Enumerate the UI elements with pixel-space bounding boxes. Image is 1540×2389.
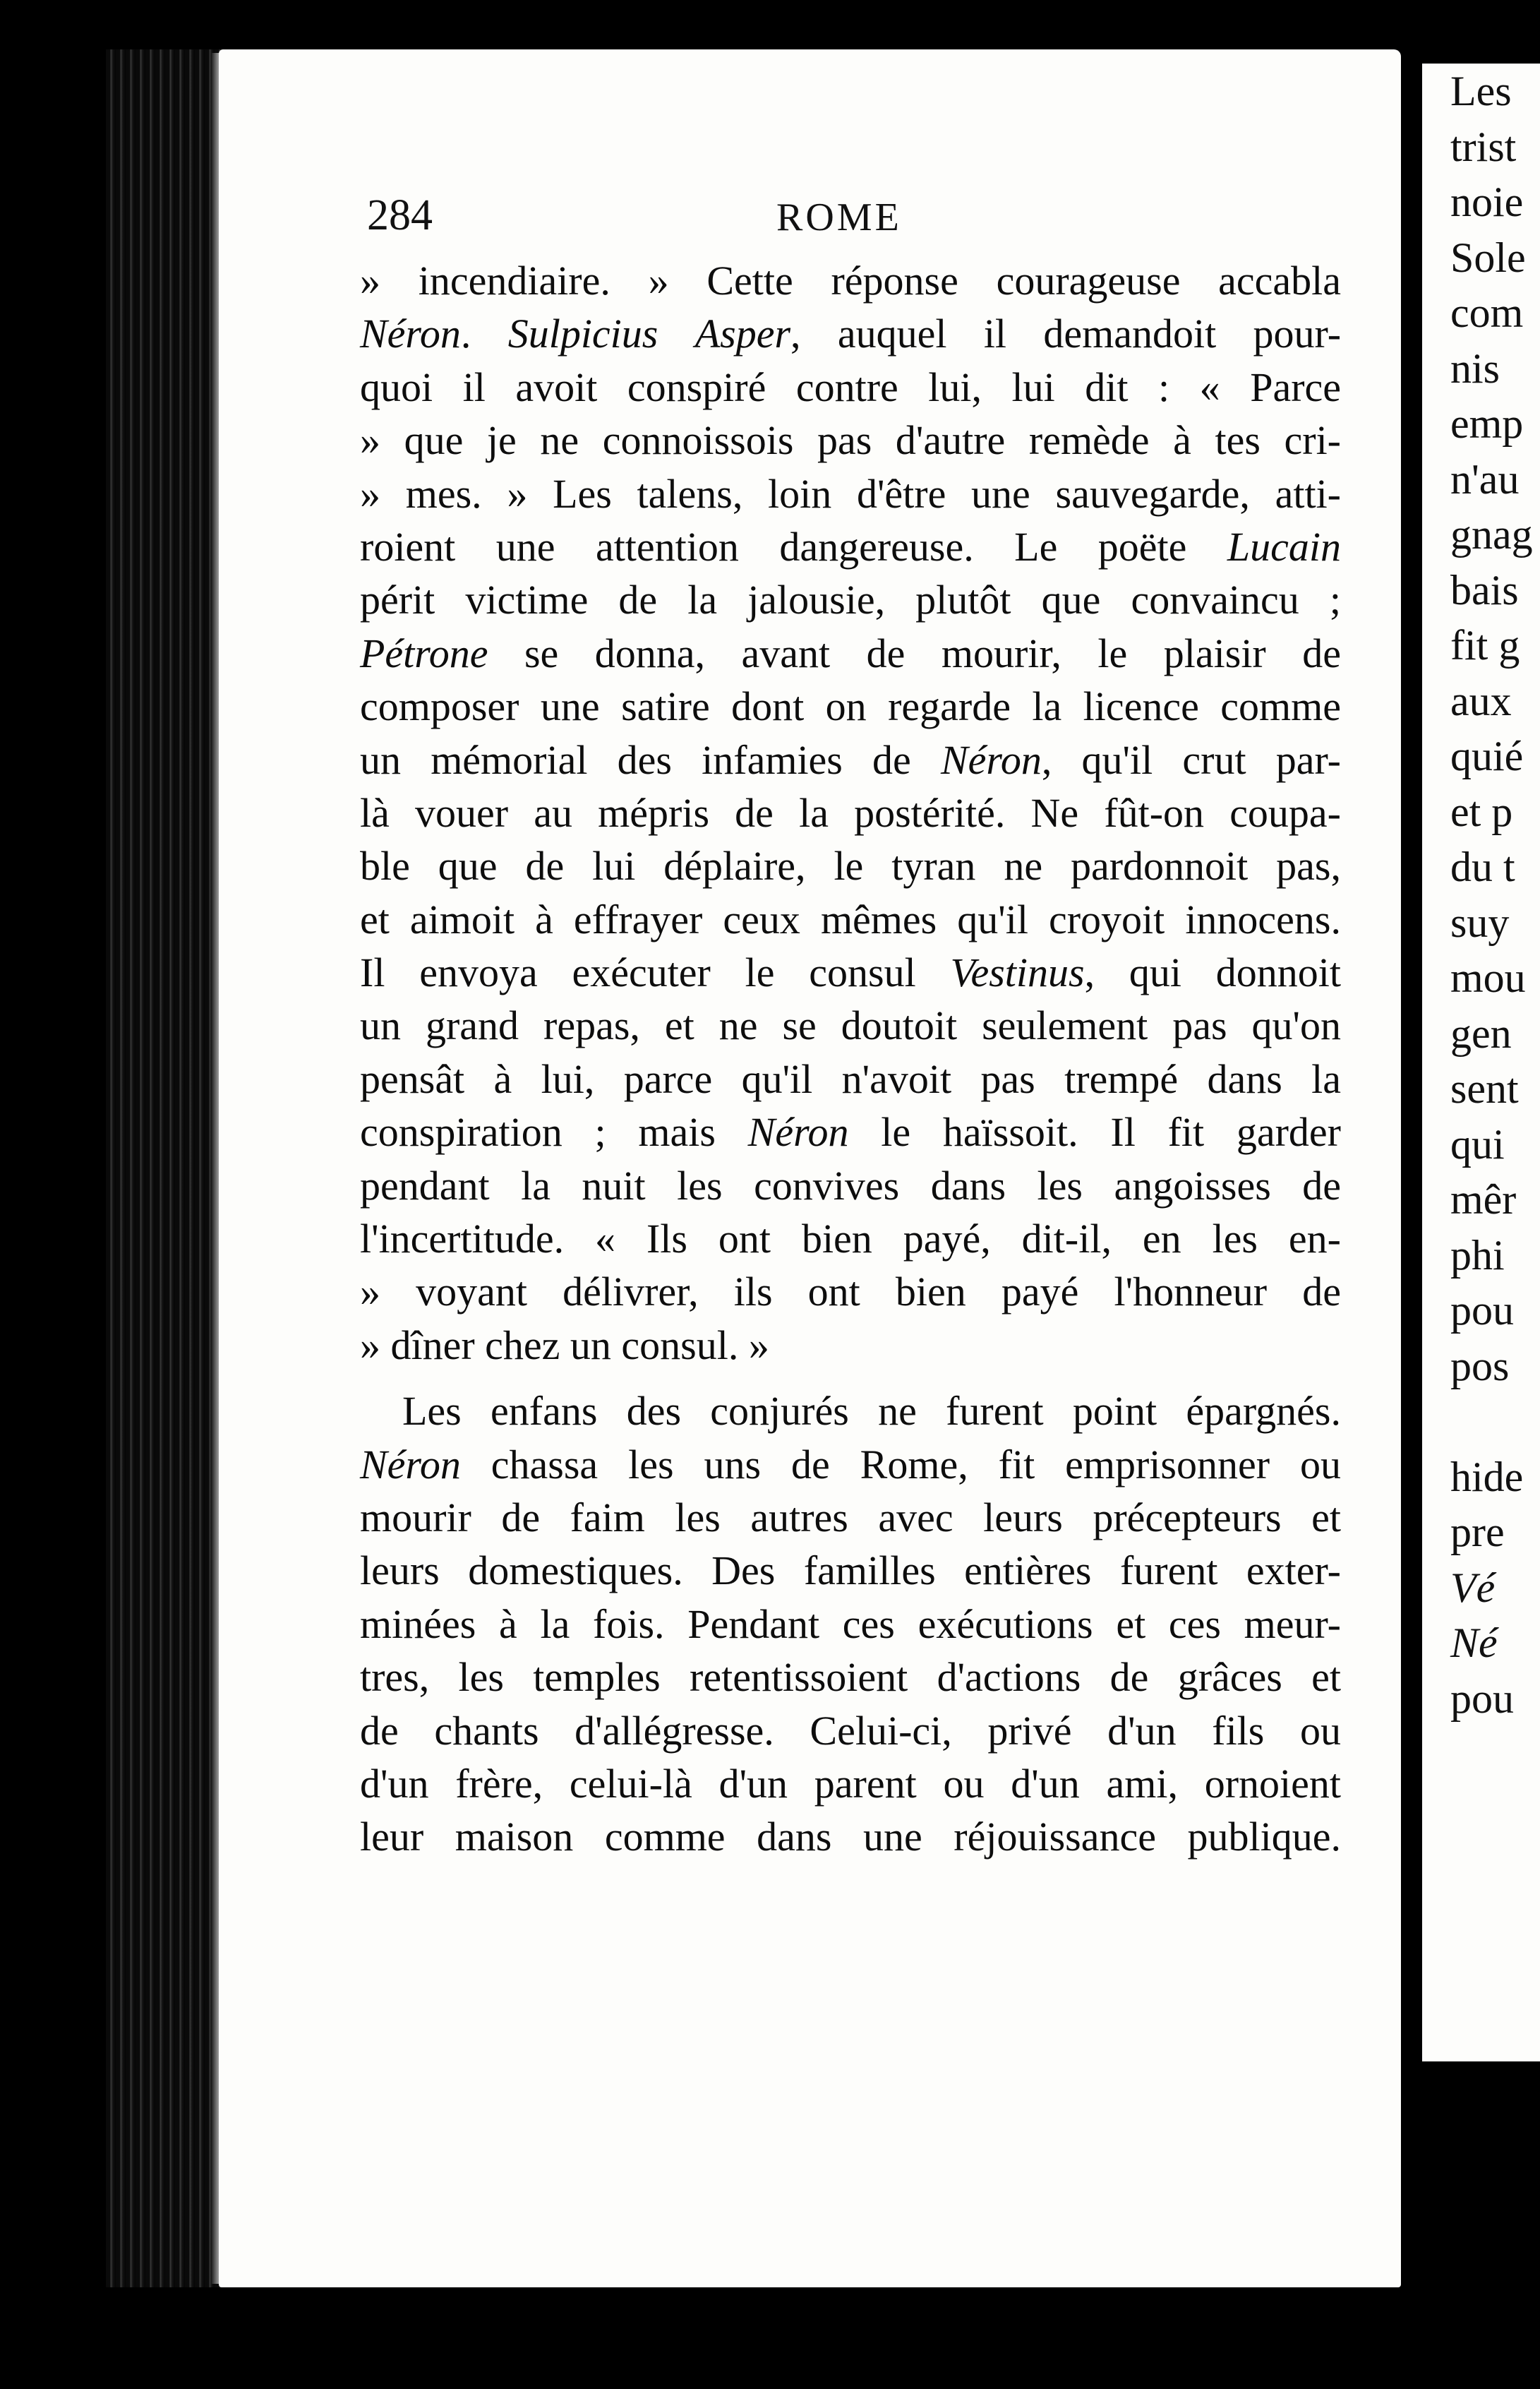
text-line: tres, les temples retentissoient d'actions de grâces et xyxy=(360,1654,1341,1701)
text-line: de chants d'allégresse. Celui-ci, privé d'un fils ou xyxy=(360,1707,1341,1754)
right-page-line-fragment: Né xyxy=(1450,1619,1498,1666)
text-line: Il envoya exécuter le consul Vestinus, qui donnoit xyxy=(360,950,1342,996)
right-page-line-fragment: fit g xyxy=(1450,622,1520,669)
right-page-line-fragment: pos xyxy=(1450,1342,1510,1389)
text-line: leurs domestiques. Des familles entières furent exter- xyxy=(360,1547,1341,1594)
right-page-line-fragment: pou xyxy=(1450,1675,1514,1722)
right-page-fragment xyxy=(1422,64,1540,2061)
text-line: » dîner chez un consul. » xyxy=(360,1322,769,1368)
right-page-line-fragment: mou xyxy=(1450,954,1526,1001)
right-page-line-fragment: n'au xyxy=(1450,455,1520,503)
text-line: et aimoit à effrayer ceux mêmes qu'il croyoit innocens. xyxy=(360,896,1341,942)
text-line: un grand repas, et ne se doutoit seulement pas qu'on xyxy=(360,1002,1341,1049)
right-page-line-fragment: gnag xyxy=(1450,511,1533,558)
text-line: minées à la fois. Pendant ces exécutions et ces meur- xyxy=(360,1600,1341,1647)
text-line: périt victime de la jalousie, plutôt que convaincu ; xyxy=(360,577,1341,623)
proper-name: Néron xyxy=(360,1441,461,1487)
proper-name: Néron xyxy=(747,1109,849,1156)
text-line: » incendiaire. » Cette réponse courageuse accabla xyxy=(360,258,1341,304)
page-header xyxy=(367,191,1341,247)
right-page-line-fragment: com xyxy=(1450,289,1524,336)
right-page-line-fragment: qui xyxy=(1450,1120,1505,1168)
proper-name: Sulpicius xyxy=(507,311,658,357)
right-page-line-fragment: nis xyxy=(1450,345,1500,392)
right-page-line-fragment: et p xyxy=(1450,788,1513,835)
right-page-line-fragment: mêr xyxy=(1450,1176,1517,1223)
right-page-line-fragment: aux xyxy=(1450,677,1512,724)
right-page-line-fragment: noie xyxy=(1450,179,1524,225)
text-line: composer une satire dont on regarde la licence comme xyxy=(360,683,1341,730)
text-line: ble que de lui déplaire, le tyran ne pardonnoit pas, xyxy=(360,843,1341,890)
text-line: Néron. Sulpicius Asper, auquel il demandoit pour- xyxy=(360,311,1342,357)
right-page-line-fragment: hide xyxy=(1450,1453,1524,1500)
book-gutter xyxy=(106,49,226,2287)
right-page-line-fragment: suy xyxy=(1450,899,1510,946)
page-number: 284 xyxy=(367,191,433,239)
proper-name: Néron xyxy=(941,736,1042,783)
right-page-line-fragment: Vé xyxy=(1450,1564,1496,1611)
right-page-line-fragment: quié xyxy=(1450,733,1524,779)
text-line: l'incertitude. « Ils ont bien payé, dit-il, en les en- xyxy=(360,1216,1341,1262)
text-line: pensât à lui, parce qu'il n'avoit pas trempé dans la xyxy=(360,1055,1341,1102)
right-page-line-fragment: sent xyxy=(1450,1065,1519,1112)
text-line: » voyant délivrer, ils ont bien payé l'honneur de xyxy=(360,1269,1341,1315)
text-line: quoi il avoit conspiré contre lui, lui dit : « Parce xyxy=(360,364,1341,410)
proper-name: Néron xyxy=(360,311,461,357)
text-line: leur maison comme dans une réjouissance publique. xyxy=(360,1814,1341,1860)
text-line: d'un frère, celui-là d'un parent ou d'un ami, ornoient xyxy=(360,1760,1341,1807)
proper-name: Vestinus xyxy=(950,950,1085,996)
text-line: » que je ne connoissois pas d'autre remède à tes cri- xyxy=(360,417,1341,464)
right-page-line-fragment: Sole xyxy=(1450,234,1526,281)
text-line: mourir de faim les autres avec leurs précepteurs et xyxy=(360,1494,1341,1540)
text-line: Néron chassa les uns de Rome, fit emprisonner ou xyxy=(360,1441,1341,1487)
right-page-line-fragment: Les xyxy=(1450,68,1512,114)
right-page-line-fragment: phi xyxy=(1450,1231,1505,1279)
right-page-line-fragment: gen xyxy=(1450,1010,1512,1057)
proper-name: Pétrone xyxy=(360,630,488,676)
body-text xyxy=(360,254,1341,1864)
right-page-line-fragment: bais xyxy=(1450,566,1519,613)
right-page-line-fragment: pou xyxy=(1450,1287,1514,1334)
running-head: ROME xyxy=(776,196,902,239)
text-line: » mes. » Les talens, loin d'être une sauvegarde, atti- xyxy=(360,470,1341,517)
proper-name: Asper xyxy=(694,311,791,357)
text-line: un mémorial des infamies de Néron, qu'il crut par- xyxy=(360,736,1342,783)
right-page-line-fragment: du t xyxy=(1450,844,1515,890)
text-line: là vouer au mépris de la postérité. Ne fût-on coupa- xyxy=(360,789,1341,836)
right-page-line-fragment xyxy=(1422,1394,1540,1449)
text-line: roient une attention dangereuse. Le poëte Lucain xyxy=(360,523,1341,570)
right-page-line-fragment: pre xyxy=(1450,1509,1505,1555)
text-line: conspiration ; mais Néron le haïssoit. Il fit garder xyxy=(360,1109,1341,1156)
text-line: Pétrone se donna, avant de mourir, le plaisir de xyxy=(360,630,1341,676)
right-page-line-fragment: trist xyxy=(1450,123,1517,170)
right-page-line-fragment: emp xyxy=(1450,400,1524,447)
text-line: pendant la nuit les convives dans les angoisses de xyxy=(360,1162,1341,1209)
proper-name: Lucain xyxy=(1227,523,1341,570)
text-line: Les enfans des conjurés ne furent point épargnés. xyxy=(402,1388,1341,1435)
